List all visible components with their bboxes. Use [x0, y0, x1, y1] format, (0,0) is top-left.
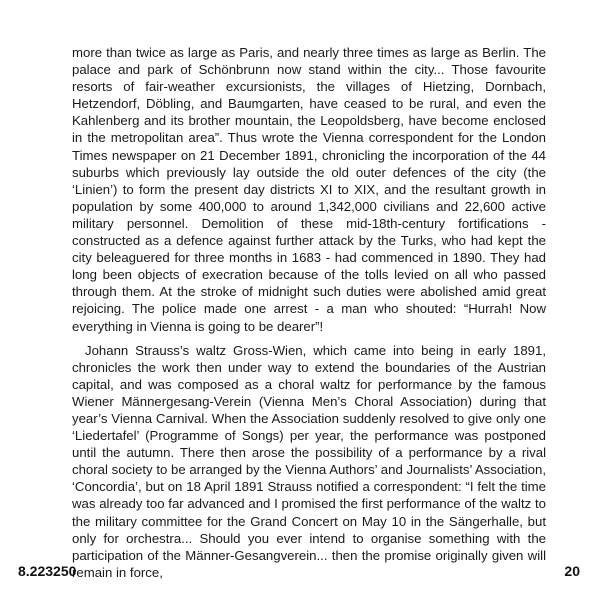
paragraph-1: more than twice as large as Paris, and nearly three times as large as Berlin. The palace and park of Schönbrunn now stand within the city... Those favourite resorts of fair-weather excursionists, the villages of Hietzing, Dornbach, Hetzendorf, Döbling, and Baumgarten, have ceased to be rural, and even the Kahlenberg and its brother mountain, the Leopoldsberg, have become enclosed in the metropolitan area”. Thus wrote the Vienna correspondent for the London Times newspaper on 21 December 1891, chronicling the incorporation of the 44 suburbs which previously lay outside the old outer defences of the city (the ‘Linien’) to form the present day districts XI to XIX, and the resultant growth in population by some 400,000 to around 1,342,000 civilians and 22,600 active military personnel. Demolition of these mid-18th-century fortifications - constructed as a defence against further attack by the Turks, who had kept the city beleaguered for three months in 1683 - had commenced in 1890. They had long been objects of execration because of the tolls levied on all who passed through them. At the stroke of midnight such duties were abolished amid great rejoicing. The police made one arrest - a man who shouted: “Hurrah! Now everything in Vienna is going to be dearer”! [72, 45, 546, 334]
page-number: 20 [564, 563, 580, 579]
catalogue-number: 8.223250 [18, 563, 77, 579]
paragraph-2: Johann Strauss’s waltz Gross-Wien, which came into being in early 1891, chronicles the work then under way to extend the boundaries of the Austrian capital, and was composed as a choral waltz for performance by the famous Wiener Männergesang-Verein (Vienna Men’s Choral Association) during that year’s Vienna Carnival. When the Association suddenly resolved to give only one ‘Liedertafel’ (Programme of Songs) per year, the performance was postponed until the autumn. There then arose the possibility of a performance by a rival choral society to be arranged by the Vienna Authors’ and Journalists’ Association, ‘Concordia’, but on 18 April 1891 Strauss notified a correspondent: “I felt the time was already too far advanced and I promised the first performance of the waltz to the military committee for the Grand Concert on May 10 in the Sängerhalle, but only for orchestra... Should you ever intend to organise something with the participation of the Männer-Gesangverein... then the promise originally given will remain in force, [72, 342, 546, 580]
body-text [72, 44, 546, 581]
